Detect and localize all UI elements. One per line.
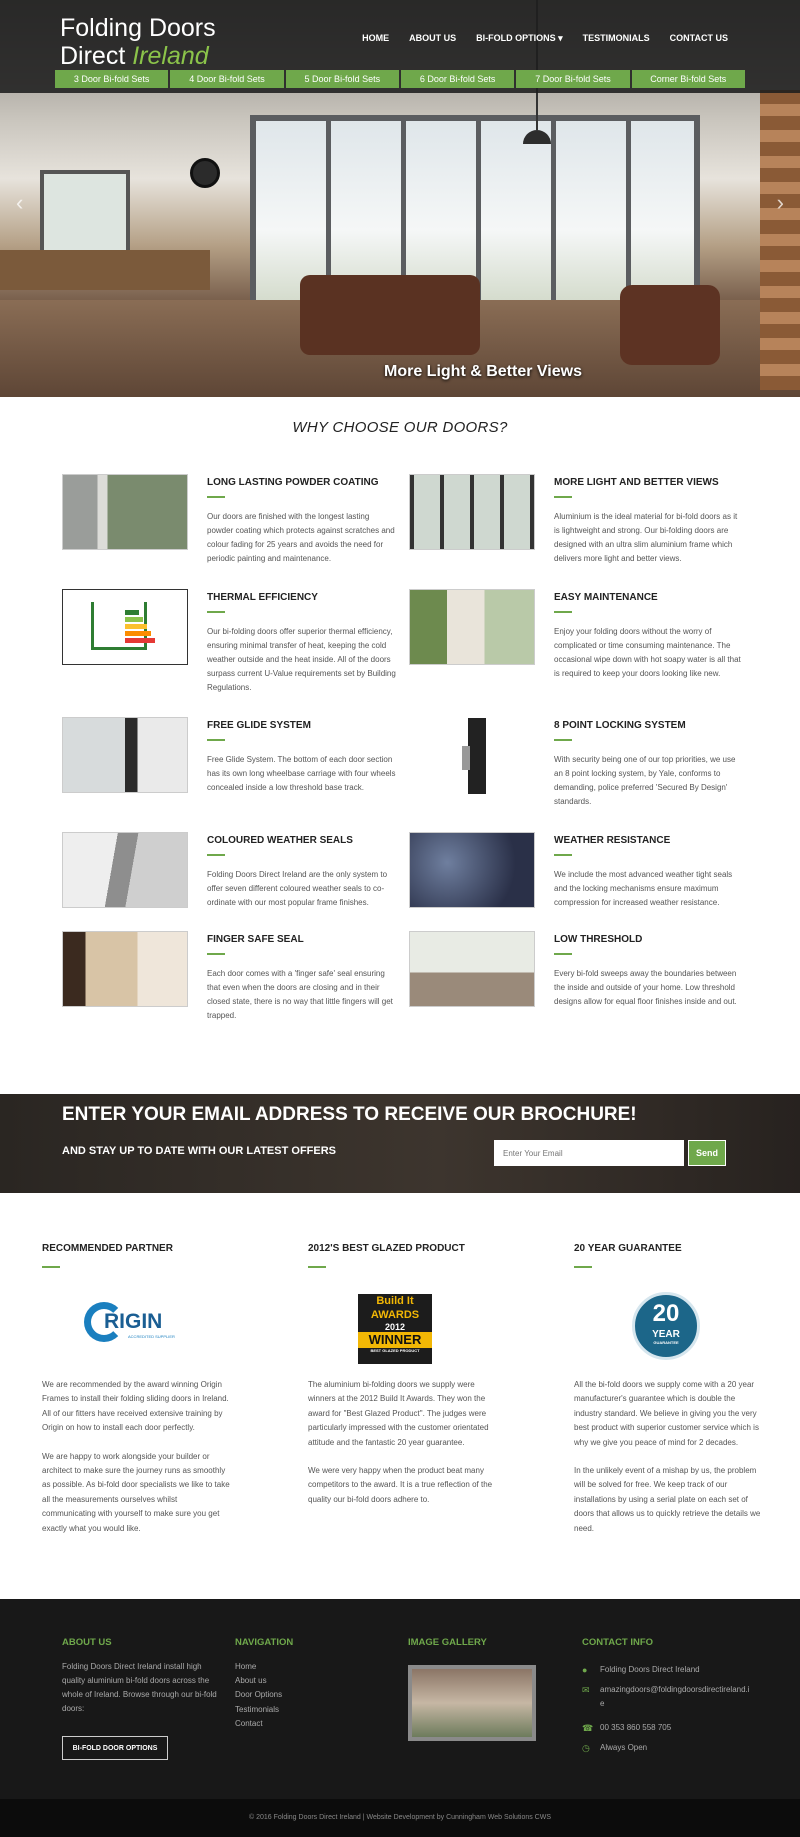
hero-sofa (300, 275, 480, 355)
feature-text: Our doors are finished with the longest lasting powder coating which protects against scratches and colour fading for 25 years and avoids the need for periodic painting and maintenance. (207, 512, 395, 563)
badge-guarantee: GUARANTEE (653, 1340, 679, 1345)
feature-title: WEATHER RESISTANCE (554, 835, 671, 846)
footer-link-testimonials[interactable]: Testimonials (235, 1704, 280, 1714)
why-choose-section (0, 397, 800, 1094)
clock-image (190, 158, 220, 188)
energy-rating-image (62, 589, 188, 665)
feature-title: 8 POINT LOCKING SYSTEM (554, 720, 686, 731)
partner-title: 20 YEAR GUARANTEE (574, 1243, 682, 1254)
feature-text: Our bi-folding doors offer superior thermal efficiency, ensuring minimal transfer of heat, keeping the cold weather outside and the heat inside. All of the doors surpass current U-Value requirements set by Building Regulations. (207, 627, 396, 692)
build-it-category: BEST GLAZED PRODUCT (370, 1348, 420, 1353)
build-it-winner: WINNER (358, 1332, 432, 1348)
footer-about-title: ABOUT US (62, 1637, 112, 1648)
footer-about-text: Folding Doors Direct Ireland install high quality aluminium bi-fold doors across the whole of Ireland. Browse through our bi-fold doors: (62, 1662, 217, 1713)
origin-logo (84, 1300, 194, 1344)
signup-subheading: AND STAY UP TO DATE WITH OUR LATEST OFFERS (62, 1145, 336, 1157)
map-pin-icon: ● (582, 1665, 588, 1675)
badge-year: YEAR (652, 1329, 680, 1340)
contact-phone-row (582, 1721, 752, 1735)
nav-contact-us[interactable]: CONTACT US (669, 33, 728, 43)
contact-hours-row (582, 1741, 752, 1755)
phone-icon: ☎ (582, 1723, 594, 1733)
slider-prev-icon[interactable]: ‹ (16, 190, 24, 215)
header-bar (0, 0, 800, 93)
footer-link-door-options[interactable]: Door Options (235, 1690, 283, 1700)
subnav-6-door[interactable]: 6 Door Bi-fold Sets (401, 70, 514, 88)
build-it-year: 2012 (384, 1322, 406, 1332)
feature-rule (207, 611, 225, 613)
feature-rule (554, 739, 572, 741)
partner-guarantee (574, 1243, 764, 1536)
badge-number: 20 (652, 1300, 680, 1327)
build-it-line2: AWARDS (370, 1309, 420, 1321)
feature-title: LOW THRESHOLD (554, 934, 643, 945)
partner-text-2: In the unlikely event of a mishap by us, the problem will be solved for free. We keep track of our installations by using a serial plate on each set of doors that allows us to quickly retrieve the details we need. (574, 1466, 761, 1533)
feature-image (409, 474, 535, 550)
logo-ireland: Ireland (132, 42, 209, 70)
feature-text: Each door comes with a 'finger safe' seal ensuring that even when the doors are closing and in their closed state, there is no way that little fingers will get trapped. (207, 969, 393, 1020)
logo-line1: Folding Doors (60, 14, 216, 42)
feature-image (409, 931, 535, 1007)
door-sets-nav (55, 70, 745, 88)
subnav-4-door[interactable]: 4 Door Bi-fold Sets (170, 70, 283, 88)
partner-text-1: The aluminium bi-folding doors we supply were winners at the 2012 Build It Awards. They won the award for "Best Glazed Product". The judges were particularly impressed with the customer orientated attitude and the fantastic 20 year guarantee. (308, 1380, 489, 1447)
site-logo[interactable] (60, 14, 216, 70)
feature-rule (207, 496, 225, 498)
feature-image (62, 717, 188, 793)
copyright-bar: © 2016 Folding Doors Direct Ireland | Website Development by Cunningham Web Solutions CWS (0, 1799, 800, 1837)
rain-drops-image (409, 832, 535, 908)
origin-logo-box (42, 1282, 232, 1364)
signup-heading: ENTER YOUR EMAIL ADDRESS TO RECEIVE OUR BROCHURE! (62, 1104, 637, 1125)
feature-rule (207, 739, 225, 741)
twenty-year-guarantee-badge (632, 1292, 700, 1360)
site-footer (0, 1599, 800, 1799)
footer-link-home[interactable]: Home (235, 1662, 257, 1671)
feature-rule (554, 953, 572, 955)
partner-text-2: We are happy to work alongside your builder or architect to make sure the journey runs as smoothly as possible. As bi-fold door specialists we like to take all the measurements ourselves whilst communicating with yourself to make sure you get exactly what you would like. (42, 1451, 230, 1533)
feature-rule (554, 854, 572, 856)
partner-text-2: We were very happy when the product beat many competitors to the award. It is a true reflection of the quality our bi-fold doors adhere to. (308, 1466, 493, 1504)
feature-text: With security being one of our top priorities, we use an 8 point locking system, by Yale, conforms to demanding, police preferred 'Secured By Design' standards. (554, 755, 736, 806)
contact-phone[interactable]: 00 353 860 558 705 (600, 1723, 672, 1732)
footer-nav-title: NAVIGATION (235, 1637, 294, 1648)
feature-rule (554, 496, 572, 498)
feature-title: FREE GLIDE SYSTEM (207, 720, 311, 731)
feature-text: Enjoy your folding doors without the worry of complicated or time consuming maintenance. The occasional wipe down with hot soapy water is all that is required to keep your doors looking like new. (554, 627, 741, 678)
main-nav (362, 33, 728, 44)
contact-hours: Always Open (600, 1743, 648, 1752)
footer-navigation (235, 1637, 395, 1731)
nav-testimonials[interactable]: TESTIMONIALS (582, 33, 650, 43)
footer-contact (582, 1637, 742, 1648)
partners-section (0, 1193, 800, 1599)
feature-text: Aluminium is the ideal material for bi-fold doors as it is lightweight and strong. Our bi-folding doors are designed with an ultra slim aluminium frame which delivers more light and better views. (554, 512, 738, 563)
partner-text-1: We are recommended by the award winning Origin Frames to install their folding sliding doors in Ireland. All of our fitters have received extensive training by Origin on how to install each door perfectly. (42, 1380, 229, 1433)
feature-image (62, 474, 188, 550)
feature-rule (207, 854, 225, 856)
feature-text: Every bi-fold sweeps away the boundaries between the inside and outside of your home. Low threshold designs allow for equal floor finishes inside and out. (554, 969, 737, 1006)
partner-title: 2012'S BEST GLAZED PRODUCT (308, 1243, 465, 1254)
feature-image (62, 931, 188, 1007)
contact-email[interactable]: amazingdoors@foldingdoorsdirectireland.ie (600, 1685, 750, 1708)
subnav-5-door[interactable]: 5 Door Bi-fold Sets (286, 70, 399, 88)
feature-rule (554, 611, 572, 613)
why-title: WHY CHOOSE OUR DOORS? (292, 419, 508, 436)
partner-rule (308, 1266, 326, 1268)
feature-title: COLOURED WEATHER SEALS (207, 835, 353, 846)
hero-log-stack (760, 90, 800, 390)
partner-origin (42, 1243, 232, 1536)
feature-title: MORE LIGHT AND BETTER VIEWS (554, 477, 719, 488)
subnav-3-door[interactable]: 3 Door Bi-fold Sets (55, 70, 168, 88)
subnav-7-door[interactable]: 7 Door Bi-fold Sets (516, 70, 629, 88)
footer-gallery (408, 1637, 568, 1648)
brochure-signup (0, 1094, 800, 1193)
hero-slider (0, 0, 800, 397)
contact-email-row (582, 1683, 752, 1711)
partner-build-it (308, 1243, 498, 1507)
partner-title: RECOMMENDED PARTNER (42, 1243, 173, 1254)
slider-next-icon[interactable]: › (776, 190, 784, 215)
send-button[interactable]: Send (688, 1140, 726, 1166)
footer-link-contact[interactable]: Contact (235, 1718, 263, 1728)
feature-title: THERMAL EFFICIENCY (207, 592, 318, 603)
email-input[interactable] (494, 1140, 684, 1166)
contact-name: Folding Doors Direct Ireland (600, 1665, 700, 1674)
partner-rule (574, 1266, 592, 1268)
hero-table (0, 250, 210, 290)
feature-image (62, 832, 188, 908)
origin-text: RIGIN (104, 1310, 163, 1333)
slide-caption: More Light & Better Views (384, 363, 582, 380)
feature-text: Folding Doors Direct Ireland are the only system to offer seven different coloured weather seals to co-ordinate with our most popular frame finishes. (207, 870, 388, 907)
footer-link-about[interactable]: About us (235, 1676, 267, 1686)
partner-text-1: All the bi-fold doors we supply come with a 20 year manufacturer's guarantee which is double the industry standard. We believe in giving you the very best product with superior customer service which is why we give you peace of mind for 2 decades. (574, 1380, 759, 1447)
footer-about (62, 1637, 222, 1716)
hero-armchair (620, 285, 720, 365)
feature-title: EASY MAINTENANCE (554, 592, 658, 603)
feature-text: We include the most advanced weather tight seals and the locking mechanisms ensure maximum compression for increased weather resistance. (554, 870, 733, 907)
feature-image (409, 589, 535, 665)
nav-bifold-options[interactable]: BI-FOLD OPTIONS ▾ (476, 33, 563, 43)
clock-icon: ◷ (582, 1743, 590, 1753)
feature-title: LONG LASTING POWDER COATING (207, 477, 379, 488)
origin-subtext: ACCREDITED SUPPLIER (128, 1334, 175, 1339)
footer-gallery-title: IMAGE GALLERY (408, 1637, 487, 1648)
feature-title: FINGER SAFE SEAL (207, 934, 304, 945)
envelope-icon: ✉ (582, 1685, 590, 1695)
feature-text: Free Glide System. The bottom of each door section has its own long wheelbase carriage with four wheels concealed inside a low threshold base track. (207, 755, 396, 792)
logo-line2 (60, 42, 216, 70)
subnav-corner[interactable]: Corner Bi-fold Sets (632, 70, 745, 88)
bifold-options-button[interactable]: BI-FOLD DOOR OPTIONS (62, 1736, 168, 1760)
gallery-thumbnail[interactable] (408, 1665, 536, 1741)
logo-direct: Direct (60, 42, 133, 70)
partner-rule (42, 1266, 60, 1268)
build-it-line1: Build It (376, 1295, 414, 1307)
door-handle-image (409, 717, 535, 793)
feature-rule (207, 953, 225, 955)
build-it-awards-logo (358, 1294, 432, 1364)
build-it-logo-box (308, 1282, 498, 1364)
contact-name-row (582, 1663, 752, 1677)
nav-about-us[interactable]: ABOUT US (409, 33, 457, 43)
nav-home[interactable]: HOME (362, 33, 390, 43)
footer-contact-title: CONTACT INFO (582, 1637, 654, 1648)
guarantee-logo-box (574, 1282, 764, 1364)
